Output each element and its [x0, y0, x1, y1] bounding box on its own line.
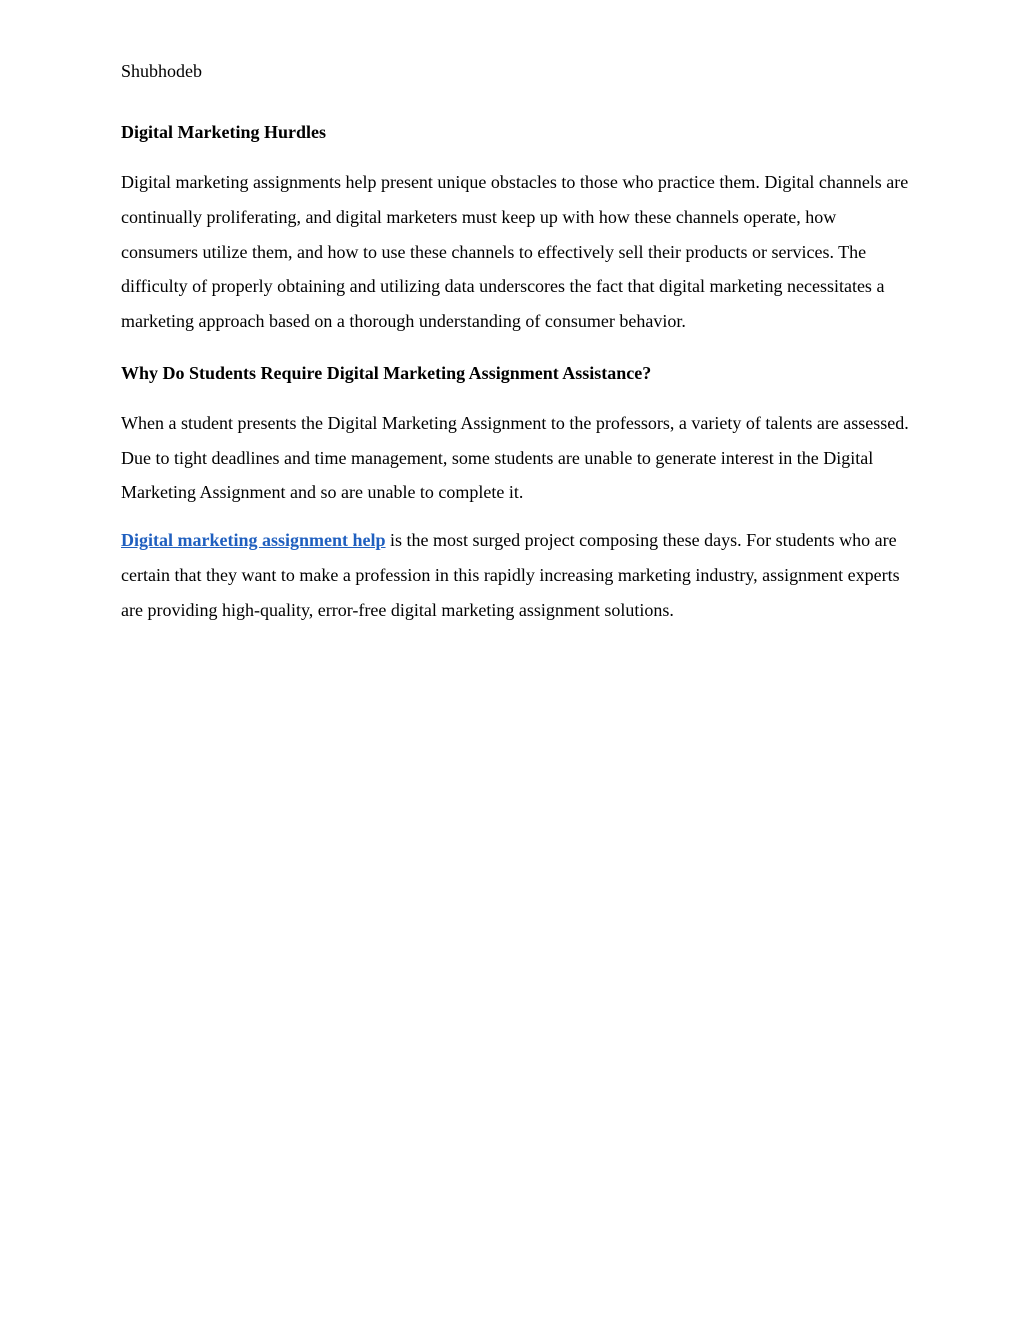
paragraph-closing-text: is the most surged project composing these days. For students who are certain that they want to make a profession in this rapidly increasing marketing industry, assignment experts are providing high-quality, error-free digital marketing assignment solutions.: [121, 530, 900, 620]
paragraph-why-students: When a student presents the Digital Marketing Assignment to the professors, a variety of talents are assessed. Due to tight deadlines and time management, some students are unable to generate interest in the Digital Marketing Assignment and so are unable to complete it.: [121, 412, 909, 503]
section-heading-hurdles: Digital Marketing Hurdles: [121, 122, 326, 142]
paragraph-hurdles: Digital marketing assignments help present unique obstacles to those who practice them. Digital channels are continually proliferating, and digital marketers must keep up with how these channels operate, how consumers utilize them, and how to use these channels to effectively sell their products or services. The difficulty of properly obtaining and utilizing data underscores the fact that digital marketing necessitates a marketing approach based on a thorough understanding of consumer behavior.: [121, 172, 909, 331]
author-name: Shubhodeb: [121, 61, 202, 81]
section-heading-why-students: Why Do Students Require Digital Marketing Assignment Assistance?: [121, 362, 652, 383]
paragraph-closing: [121, 523, 911, 627]
document-content: [121, 57, 911, 627]
digital-marketing-assignment-help-link[interactable]: Digital marketing assignment help: [121, 530, 386, 550]
